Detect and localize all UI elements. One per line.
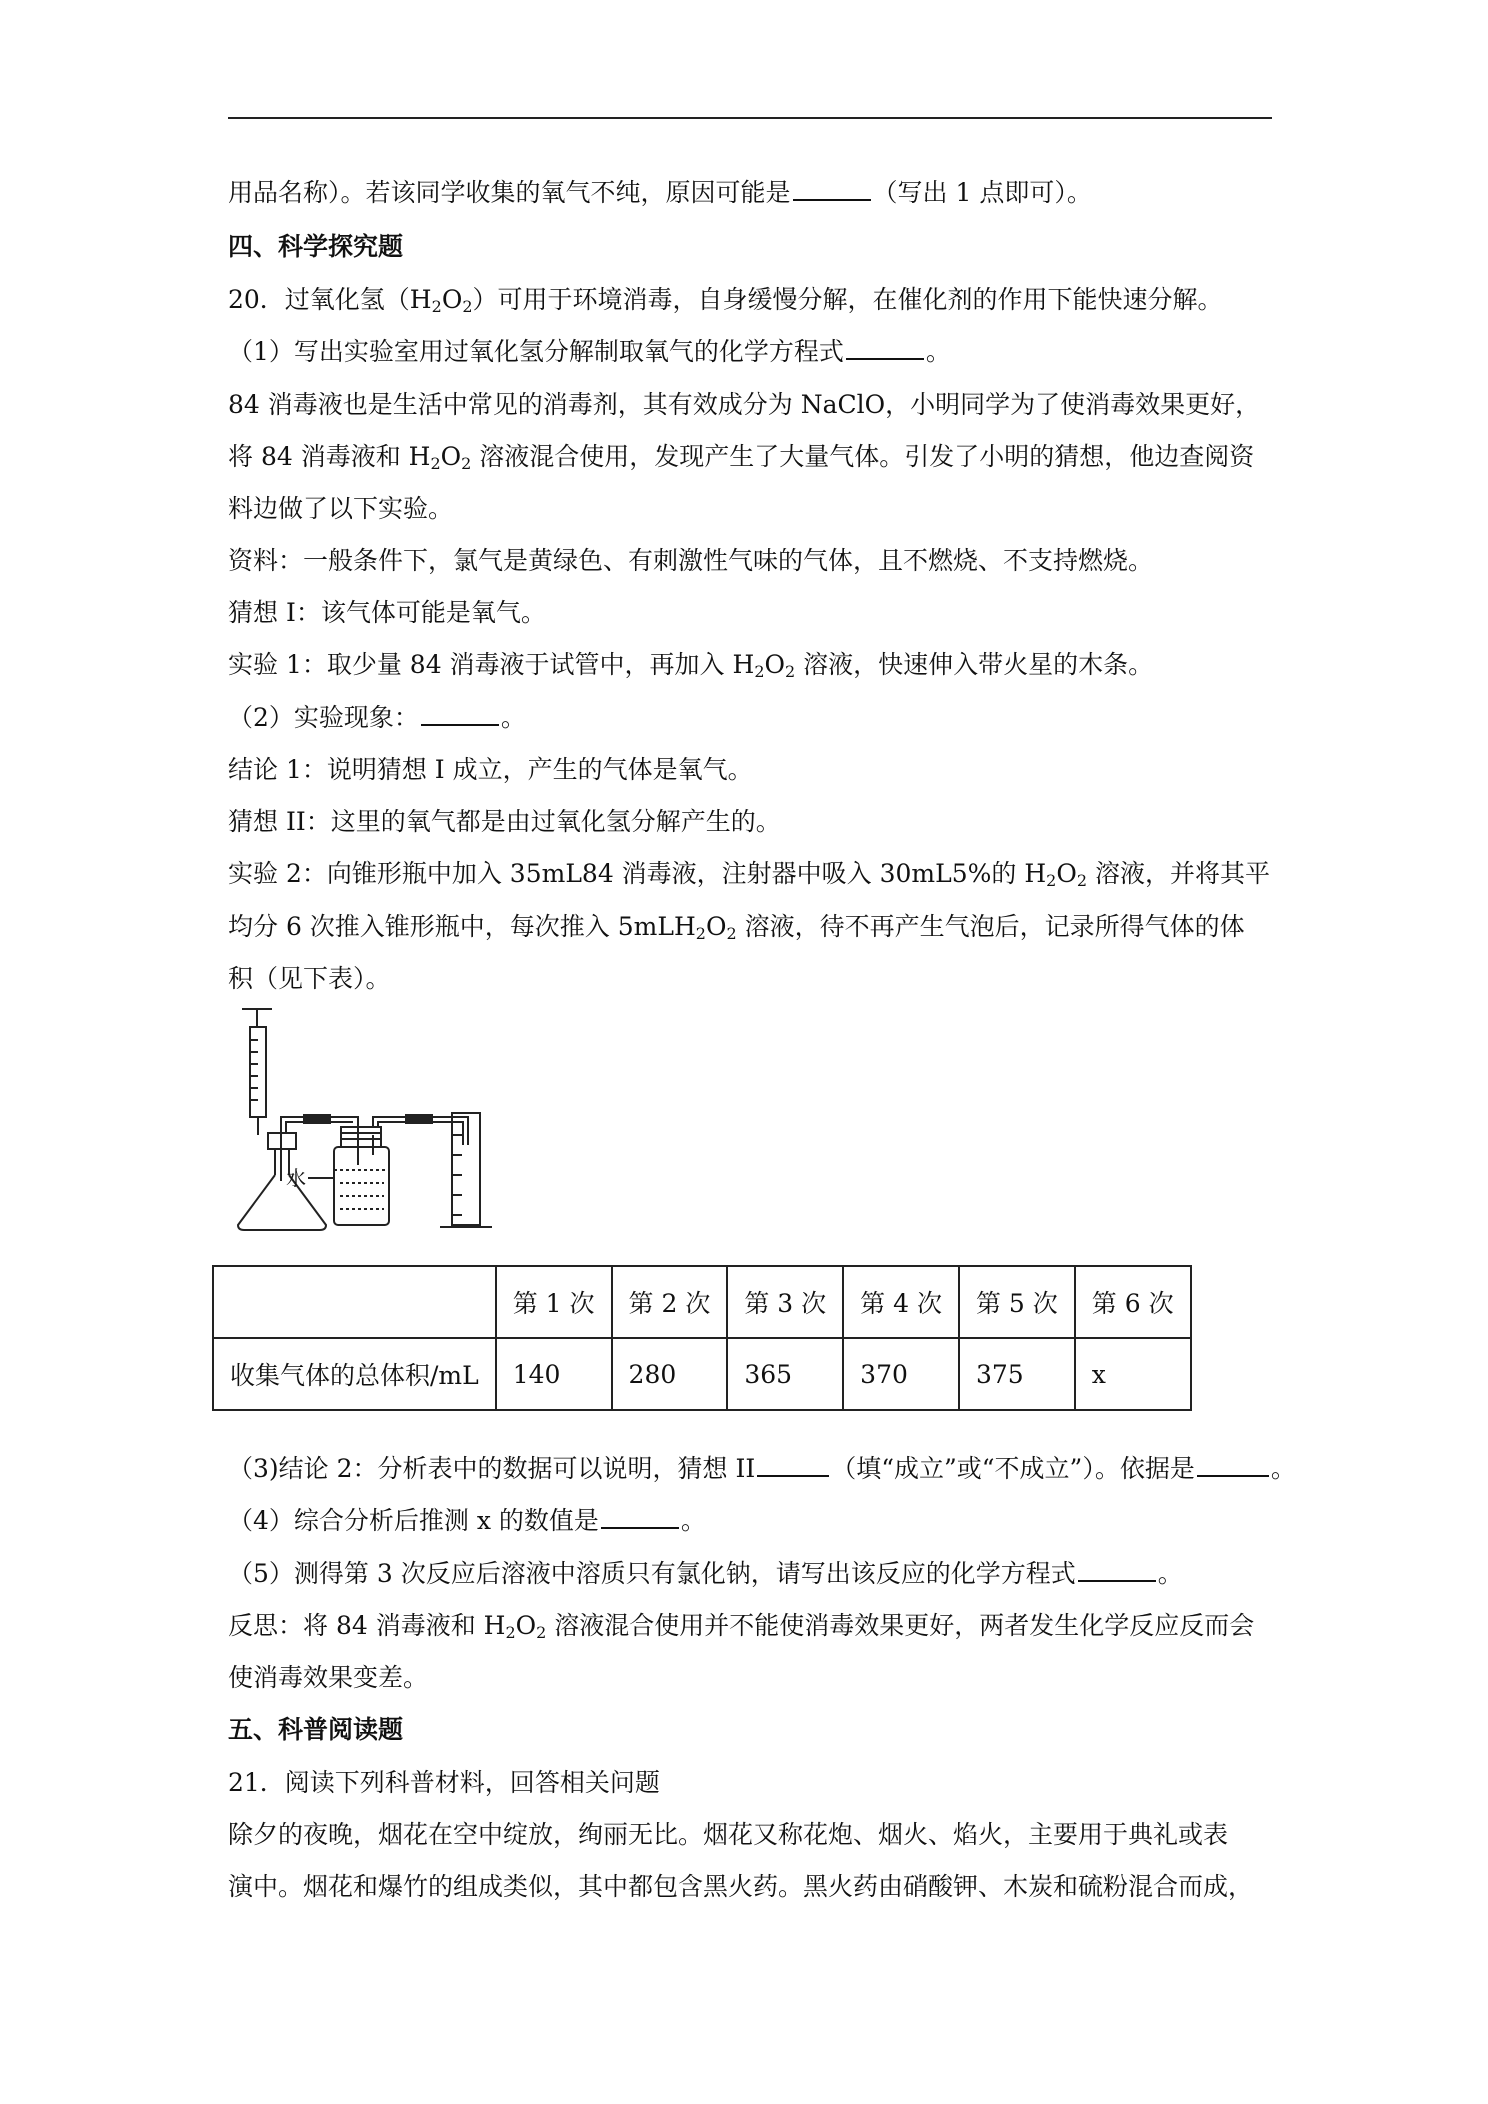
answer-blank bbox=[1078, 1558, 1156, 1582]
answer-blank bbox=[421, 702, 499, 726]
table-header-cell: 第 5 次 bbox=[959, 1266, 1075, 1338]
text-line: 演中。烟花和爆竹的组成类似，其中都包含黑火药。黑火药由硝酸钾、木炭和硫粉混合而成， bbox=[228, 1872, 1254, 1901]
sub-question-4: （4）综合分析后推测 x 的数值是 。 bbox=[228, 1506, 706, 1535]
apparatus-figure bbox=[228, 1005, 508, 1235]
text-line: 反思：将 84 消毒液和 $H_2O_2$ 溶液混合使用并不能使消毒效果更好，两者发生化学反应反而会 bbox=[228, 1611, 1255, 1642]
text-line: 除夕的夜晚，烟花在空中绽放，绚丽无比。烟花又称花炮、烟火、焰火，主要用于典礼或表 bbox=[228, 1820, 1229, 1849]
text-line: 用品名称）。若该同学收集的氧气不纯，原因可能是 （写出 1 点即可）。 bbox=[228, 178, 1092, 207]
section-heading-5: 五、科普阅读题 bbox=[228, 1715, 404, 1744]
text-line: 实验 1：取少量 84 消毒液于试管中，再加入 $H_2O_2$ 溶液，快速伸入带火星的木条。 bbox=[228, 650, 1154, 681]
text-line: 结论 1：说明猜想 I 成立，产生的气体是氧气。 bbox=[228, 755, 753, 784]
answer-blank bbox=[601, 1505, 679, 1529]
text-line: 资料：一般条件下，氯气是黄绿色、有刺激性气味的气体，且不燃烧、不支持燃烧。 bbox=[228, 546, 1154, 575]
table-cell: x bbox=[1075, 1338, 1191, 1410]
text-line: 84 消毒液也是生活中常见的消毒剂，其有效成分为 NaClO，小明同学为了使消毒效果更好， bbox=[228, 390, 1261, 419]
table-header-cell: 第 4 次 bbox=[843, 1266, 959, 1338]
syringe-icon bbox=[242, 1009, 272, 1135]
text-line: 实验 2：向锥形瓶中加入 35mL84 消毒液，注射器中吸入 30mL5%的 $H_2O_2$ 溶液，并将其平 bbox=[228, 859, 1270, 890]
text-line: 将 84 消毒液和 $H_2O_2$ 溶液混合使用，发现产生了大量气体。引发了小明的猜想，他边查阅资 bbox=[228, 442, 1255, 473]
table-header-cell: 第 2 次 bbox=[612, 1266, 728, 1338]
table-row bbox=[213, 1338, 1191, 1410]
text-line: 猜想 II：这里的氧气都是由过氧化氢分解产生的。 bbox=[228, 807, 781, 836]
answer-blank bbox=[757, 1453, 829, 1477]
sub-question-3: （3)结论 2：分析表中的数据可以说明，猜想 II （填“成立”或“不成立”）。依据是 。 bbox=[228, 1454, 1296, 1483]
header-rule bbox=[228, 117, 1272, 119]
answer-blank bbox=[846, 336, 924, 360]
table-cell: 140 bbox=[496, 1338, 612, 1410]
section-heading-4: 四、科学探究题 bbox=[228, 232, 404, 261]
text-line: 积（见下表）。 bbox=[228, 964, 391, 993]
table-header-cell: 第 3 次 bbox=[727, 1266, 843, 1338]
table-cell: 375 bbox=[959, 1338, 1075, 1410]
outlet-tube-icon bbox=[373, 1115, 468, 1145]
table-cell: 280 bbox=[612, 1338, 728, 1410]
gas-bottle-icon bbox=[308, 1127, 389, 1225]
question-21: 21．阅读下列科普材料，回答相关问题 bbox=[228, 1768, 660, 1797]
table-header-cell: 第 6 次 bbox=[1075, 1266, 1191, 1338]
question-20: 20．过氧化氢$(H_2O_2)$可用于环境消毒，自身缓慢分解，在催化剂的作用下能快速分解。 bbox=[228, 285, 1223, 316]
text-line: 猜想 I：该气体可能是氧气。 bbox=[228, 598, 546, 627]
graduated-cylinder-icon bbox=[440, 1113, 492, 1227]
table-cell: 370 bbox=[843, 1338, 959, 1410]
answer-blank bbox=[793, 177, 871, 201]
table-header-row bbox=[213, 1266, 1191, 1338]
text-line: 均分 6 次推入锥形瓶中，每次推入 $5mLH_2O_2$ 溶液，待不再产生气泡后，记录所得气体的体 bbox=[228, 912, 1245, 943]
water-label: 水 bbox=[286, 1166, 306, 1190]
table-header-cell: 第 1 次 bbox=[496, 1266, 612, 1338]
table-row-label: 收集气体的总体积/mL bbox=[213, 1338, 496, 1410]
sub-question-2: （2）实验现象： 。 bbox=[228, 703, 526, 732]
conical-flask-icon bbox=[238, 1133, 326, 1230]
sub-question-5: （5）测得第 3 次反应后溶液中溶质只有氯化钠，请写出该反应的化学方程式 。 bbox=[228, 1559, 1183, 1588]
text-line: 料边做了以下实验。 bbox=[228, 494, 454, 523]
answer-blank bbox=[1197, 1453, 1269, 1477]
data-table bbox=[212, 1265, 1192, 1411]
text-line: 使消毒效果变差。 bbox=[228, 1663, 429, 1692]
sub-question-1: （1）写出实验室用过氧化氢分解制取氧气的化学方程式 。 bbox=[228, 337, 951, 366]
table-cell: 365 bbox=[727, 1338, 843, 1410]
table-header-cell bbox=[213, 1266, 496, 1338]
